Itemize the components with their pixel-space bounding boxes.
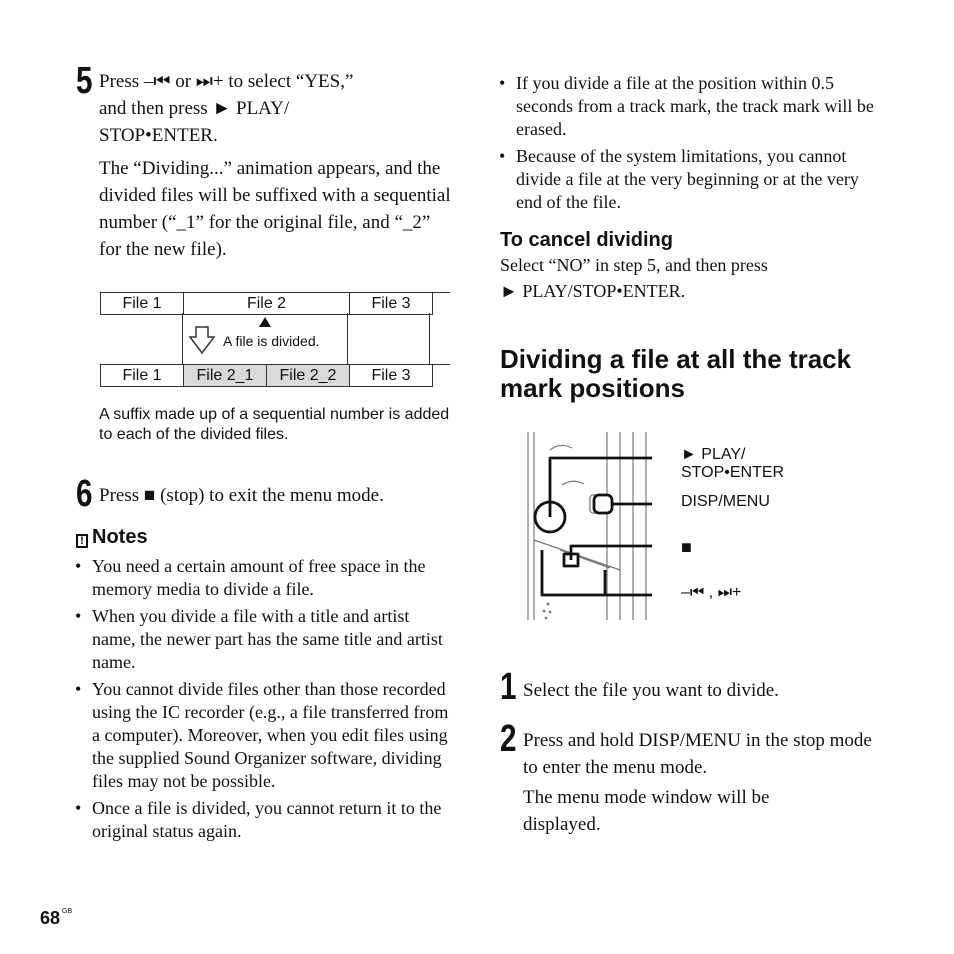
file-1-cell: File 1 <box>101 293 184 315</box>
page-region-suffix: GB <box>62 908 73 915</box>
section-title-line-1: Dividing a file at all the track <box>500 344 852 374</box>
file-2-2-cell: File 2_2 <box>267 365 350 387</box>
step-5-line-1: Press –⏮ or ⏭+ to select “YES,” <box>99 71 354 92</box>
note-item: • Because of the system limitations, you cannot divide a file at the very beginning or at the very end of the file. <box>499 145 877 214</box>
step-6-text: Press ■ (stop) to exit the menu mode. <box>99 485 384 506</box>
note-item: • You cannot divide files other than those recorded using the IC recorder (e.g., a file transferred from a computer). Moreover, when you edit files using the supplied Sound Organizer software, dividing files may not be possible. <box>75 678 457 793</box>
file-2-cell: File 2 <box>184 293 350 315</box>
step-5-instructions <box>99 68 459 149</box>
step-5-number: 5 <box>76 60 93 102</box>
notes-icon: ! <box>76 534 88 548</box>
divide-notes-list <box>499 72 877 218</box>
page-number <box>40 908 72 929</box>
cancel-line-2: ► PLAY/STOP•ENTER. <box>500 281 686 301</box>
disp-menu-label: DISP/MENU <box>681 493 770 510</box>
step-1-number: 1 <box>500 666 517 708</box>
file-1-cell: File 1 <box>101 365 184 387</box>
note-item: • Once a file is divided, you cannot return it to the original status again. <box>75 797 457 843</box>
step-5-description: The “Dividing...” animation appears, and the divided files will be suffixed with a sequential number (“_1” for the original file, and “_2” for the new file). <box>99 158 451 260</box>
notes-title: Notes <box>92 526 148 548</box>
diagram-caption: A suffix made up of a sequential number is added to each of the divided files. <box>99 406 450 443</box>
cancel-heading: To cancel dividing <box>500 229 673 251</box>
note-item: • You need a certain amount of free space in the memory media to divide a file. <box>75 555 457 601</box>
notes-heading <box>76 525 148 549</box>
division-annotation: A file is divided. <box>223 333 320 349</box>
note-item: • When you divide a file with a title and artist name, the newer part has the same title and artist name. <box>75 605 457 674</box>
cancel-instructions <box>500 252 768 304</box>
step-2-number: 2 <box>500 718 517 760</box>
divider <box>429 313 430 364</box>
file-3-cell: File 3 <box>350 293 433 315</box>
step-5-line-3: STOP•ENTER. <box>99 125 218 146</box>
section-title-line-2: mark positions <box>500 373 685 403</box>
divider <box>182 313 183 364</box>
step-5-line-2: and then press ► PLAY/ <box>99 98 290 119</box>
page-number-value: 68 <box>40 908 61 928</box>
file-2-1-cell: File 2_1 <box>184 365 267 387</box>
section-title <box>500 345 851 403</box>
play-stop-enter-label <box>681 446 784 482</box>
step-6-number: 6 <box>76 473 93 515</box>
note-item: • If you divide a file at the position within 0.5 seconds from a track mark, the track mark will be erased. <box>499 72 877 141</box>
play-label-line-1: ► PLAY/ <box>681 446 746 463</box>
skip-buttons-label: –⏮ , ⏭+ <box>681 584 742 601</box>
play-label-line-2: STOP•ENTER <box>681 464 785 481</box>
step-1-text: Select the file you want to divide. <box>523 680 779 701</box>
notes-list <box>75 555 457 847</box>
step-2-text: Press and hold DISP/MENU in the stop mode to enter the menu mode. <box>523 730 872 778</box>
file-division-diagram <box>100 292 450 388</box>
file-3-cell: File 3 <box>350 365 433 387</box>
ic-recorder-illustration <box>520 430 690 625</box>
step-2-description: The menu mode window will be displayed. <box>523 787 770 835</box>
files-before-table <box>100 292 450 315</box>
files-after-table <box>100 364 450 387</box>
cancel-line-1: Select “NO” in step 5, and then press <box>500 255 768 275</box>
stop-icon: ■ <box>681 537 692 557</box>
